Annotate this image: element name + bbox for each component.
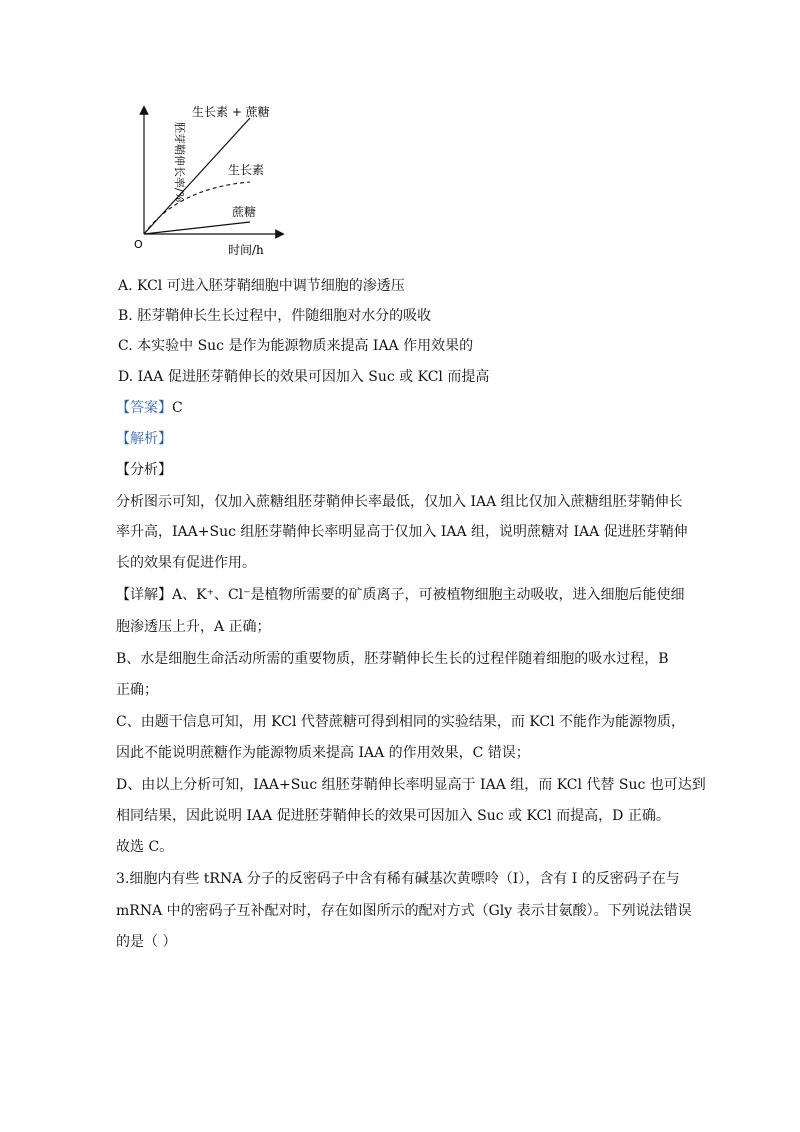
fenxi-line: 分析图示可知，仅加入蔗糖组胚芽鞘伸长率最低，仅加入 IAA 组比仅加入蔗糖组胚芽鞘伸长 <box>116 494 683 510</box>
origin-label: O <box>134 238 143 251</box>
detail-line <box>116 585 685 605</box>
fenxi-tag: 【分析】 <box>116 462 172 478</box>
fenxi-line: 率升高，IAA+Suc 组胚芽鞘伸长率明显高于仅加入 IAA 组，说明蔗糖对 IAA 促进胚芽鞘伸 <box>116 524 688 540</box>
option-a: A. KCl 可进入胚芽鞘细胞中调节细胞的渗透压 <box>118 278 405 294</box>
detail-line: D、由以上分析可知，IAA+Suc 组胚芽鞘伸长率明显高于 IAA 组，而 KCl 代替 Suc 也可达到 <box>116 777 706 793</box>
series-label-auxin: 生长素 <box>228 163 265 177</box>
question-line: mRNA 中的密码子互补配对时，存在如图所示的配对方式（Gly 表示甘氨酸）。下列说法错误 <box>116 903 692 919</box>
detail-line: B、水是细胞生命活动所需的重要物质，胚芽鞘伸长生长的过程伴随着细胞的吸水过程，B <box>116 651 669 667</box>
series-label-auxin-sucrose: 生长素 + 蔗糖 <box>192 105 270 119</box>
growth-chart <box>108 96 308 266</box>
answer-tag: 【答案】 <box>116 400 172 416</box>
question-line: 3.细胞内有些 tRNA 分子的反密码子中含有稀有碱基次黄嘌呤（I），含有 I 的反密码子在与 <box>116 871 680 887</box>
option-c: C. 本实验中 Suc 是作为能源物质来提高 IAA 作用效果的 <box>118 338 474 354</box>
option-d: D. IAA 促进胚芽鞘伸长的效果可因加入 Suc 或 KCl 而提高 <box>118 369 490 385</box>
detail-line: 相同结果，因此说明 IAA 促进胚芽鞘伸长的效果可因加入 Suc 或 KCl 而提高，D 正确。 <box>116 808 670 824</box>
detail-line: 正确； <box>116 682 158 698</box>
option-b: B. 胚芽鞘伸长生长过程中，件随细胞对水分的吸收 <box>118 308 432 324</box>
y-axis-label: 胚芽鞘伸长率/% <box>173 122 186 203</box>
x-axis-label: 时间/h <box>228 243 264 257</box>
detail-line: 胞渗透压上升，A 正确； <box>116 619 271 635</box>
answer-line <box>116 398 183 418</box>
question-line: 的是（ ） <box>116 934 177 950</box>
fenxi-line: 长的效果有促进作用。 <box>116 555 256 571</box>
detail-line: 故选 C。 <box>116 839 174 855</box>
answer-value: C <box>172 400 183 416</box>
detail-line: 因此不能说明蔗糖作为能源物质来提高 IAA 的作用效果，C 错误； <box>116 745 530 761</box>
detail-line: C、由题干信息可知，用 KCl 代替蔗糖可得到相同的实验结果，而 KCl 不能作为能源物质， <box>116 714 686 730</box>
series-label-sucrose: 蔗糖 <box>232 205 257 219</box>
detail-tag: 【详解】 <box>116 587 172 603</box>
chart-svg <box>108 96 308 266</box>
analysis-tag: 【解析】 <box>116 431 172 447</box>
series-line-sucrose <box>144 222 250 234</box>
detail-text: A、K⁺、Cl⁻是植物所需要的矿质离子，可被植物细胞主动吸收，进入细胞后能使细 <box>172 587 685 603</box>
